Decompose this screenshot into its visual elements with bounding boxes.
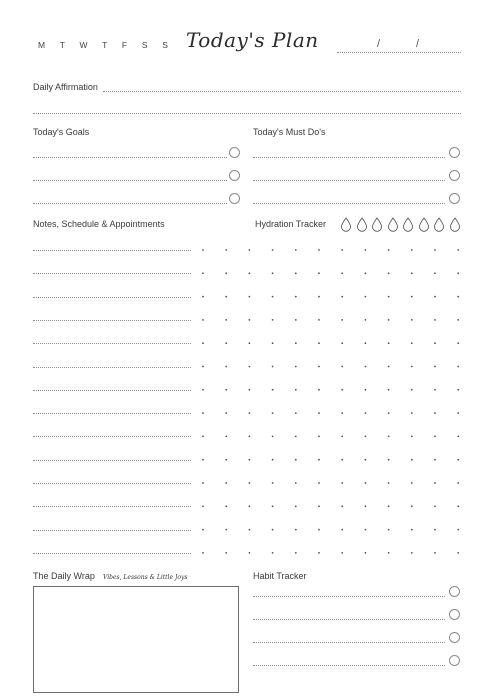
grid-dot bbox=[225, 459, 227, 461]
grid-dot bbox=[295, 342, 297, 344]
grid-dot bbox=[272, 366, 274, 368]
grid-dot bbox=[434, 249, 436, 251]
grid-dot bbox=[202, 389, 204, 391]
grid-dot bbox=[295, 529, 297, 531]
must-do-label: Today's Must Do's bbox=[253, 127, 326, 137]
grid-dot bbox=[434, 342, 436, 344]
grid-dot bbox=[272, 505, 274, 507]
grid-dot bbox=[388, 342, 390, 344]
notes-line[interactable] bbox=[33, 436, 191, 437]
grid-dot bbox=[249, 482, 251, 484]
grid-dot bbox=[341, 412, 343, 414]
grid-dot bbox=[365, 389, 367, 391]
notes-label: Notes, Schedule & Appointments bbox=[33, 219, 165, 229]
grid-dot bbox=[457, 342, 459, 344]
grid-dot bbox=[249, 389, 251, 391]
grid-dot bbox=[318, 459, 320, 461]
grid-dot bbox=[457, 412, 459, 414]
habit-checkbox[interactable] bbox=[449, 609, 460, 620]
grid-dot bbox=[202, 459, 204, 461]
habit-checkbox[interactable] bbox=[449, 655, 460, 666]
grid-dot bbox=[341, 436, 343, 438]
goal-line[interactable] bbox=[33, 180, 227, 181]
grid-dot bbox=[365, 482, 367, 484]
grid-dot bbox=[365, 366, 367, 368]
grid-dot bbox=[272, 529, 274, 531]
notes-line[interactable] bbox=[33, 343, 191, 344]
grid-dot bbox=[249, 459, 251, 461]
grid-dot bbox=[318, 249, 320, 251]
grid-dot bbox=[295, 366, 297, 368]
grid-dot bbox=[225, 412, 227, 414]
grid-dot bbox=[365, 552, 367, 554]
grid-dot bbox=[434, 319, 436, 321]
water-drop-icon[interactable] bbox=[356, 217, 368, 232]
grid-dot bbox=[225, 249, 227, 251]
grid-dot bbox=[341, 389, 343, 391]
grid-dot bbox=[434, 389, 436, 391]
water-drop-icon[interactable] bbox=[387, 217, 399, 232]
grid-dot bbox=[202, 272, 204, 274]
grid-dot bbox=[295, 436, 297, 438]
grid-dot bbox=[341, 342, 343, 344]
grid-dot bbox=[341, 319, 343, 321]
grid-dot bbox=[411, 342, 413, 344]
grid-dot bbox=[434, 296, 436, 298]
grid-dot bbox=[365, 436, 367, 438]
grid-dot bbox=[388, 319, 390, 321]
habit-line[interactable] bbox=[253, 665, 445, 666]
grid-dot bbox=[457, 296, 459, 298]
grid-dot bbox=[434, 272, 436, 274]
grid-dot bbox=[225, 505, 227, 507]
grid-dot bbox=[411, 505, 413, 507]
grid-dot bbox=[388, 272, 390, 274]
habit-line[interactable] bbox=[253, 619, 445, 620]
goal-checkbox[interactable] bbox=[229, 147, 240, 158]
grid-dot bbox=[411, 529, 413, 531]
notes-line[interactable] bbox=[33, 460, 191, 461]
grid-dot bbox=[225, 342, 227, 344]
grid-dot bbox=[341, 552, 343, 554]
grid-dot bbox=[249, 412, 251, 414]
grid-dot bbox=[272, 459, 274, 461]
grid-dot bbox=[457, 249, 459, 251]
grid-dot bbox=[318, 482, 320, 484]
habit-line[interactable] bbox=[253, 642, 445, 643]
grid-dot bbox=[457, 529, 459, 531]
grid-dot bbox=[272, 436, 274, 438]
habit-checkbox[interactable] bbox=[449, 632, 460, 643]
notes-line[interactable] bbox=[33, 390, 191, 391]
grid-dot bbox=[411, 389, 413, 391]
notes-line[interactable] bbox=[33, 483, 191, 484]
grid-dot bbox=[341, 529, 343, 531]
notes-line[interactable] bbox=[33, 273, 191, 274]
notes-line[interactable] bbox=[33, 297, 191, 298]
grid-dot bbox=[388, 296, 390, 298]
grid-dot bbox=[365, 342, 367, 344]
grid-dot bbox=[341, 505, 343, 507]
grid-dot bbox=[249, 342, 251, 344]
grid-dot bbox=[225, 389, 227, 391]
grid-dot bbox=[388, 505, 390, 507]
grid-dot bbox=[202, 319, 204, 321]
grid-dot bbox=[225, 319, 227, 321]
grid-dot bbox=[388, 552, 390, 554]
grid-dot bbox=[388, 529, 390, 531]
goal-line[interactable] bbox=[33, 203, 227, 204]
water-drop-icon[interactable] bbox=[371, 217, 383, 232]
grid-dot bbox=[295, 389, 297, 391]
grid-dot bbox=[225, 366, 227, 368]
weekday-selector[interactable]: M T W T F S S bbox=[38, 40, 175, 50]
grid-dot bbox=[365, 459, 367, 461]
grid-dot bbox=[249, 552, 251, 554]
grid-dot bbox=[411, 412, 413, 414]
grid-dot bbox=[249, 529, 251, 531]
affirmation-label: Daily Affirmation bbox=[33, 82, 98, 92]
grid-dot bbox=[225, 272, 227, 274]
grid-dot bbox=[434, 482, 436, 484]
habit-line[interactable] bbox=[253, 596, 445, 597]
water-drop-icon[interactable] bbox=[433, 217, 445, 232]
date-separator: / bbox=[377, 38, 381, 50]
grid-dot bbox=[249, 272, 251, 274]
grid-dot bbox=[225, 296, 227, 298]
grid-dot bbox=[411, 436, 413, 438]
grid-dot bbox=[295, 249, 297, 251]
grid-dot bbox=[249, 366, 251, 368]
grid-dot bbox=[249, 249, 251, 251]
grid-dot bbox=[295, 482, 297, 484]
hydration-label: Hydration Tracker bbox=[255, 219, 327, 229]
daily-wrap-box[interactable] bbox=[33, 586, 239, 693]
grid-dot bbox=[388, 389, 390, 391]
grid-dot bbox=[318, 505, 320, 507]
grid-dot bbox=[341, 296, 343, 298]
grid-dot bbox=[457, 552, 459, 554]
grid-dot bbox=[318, 296, 320, 298]
grid-dot bbox=[318, 319, 320, 321]
grid-dot bbox=[318, 342, 320, 344]
date-field[interactable] bbox=[337, 52, 461, 53]
grid-dot bbox=[295, 505, 297, 507]
grid-dot bbox=[272, 272, 274, 274]
grid-dot bbox=[434, 529, 436, 531]
grid-dot bbox=[272, 249, 274, 251]
grid-dot bbox=[341, 272, 343, 274]
grid-dot bbox=[388, 412, 390, 414]
habit-checkbox[interactable] bbox=[449, 586, 460, 597]
notes-line[interactable] bbox=[33, 413, 191, 414]
grid-dot bbox=[434, 412, 436, 414]
water-drop-icon[interactable] bbox=[402, 217, 414, 232]
grid-dot bbox=[411, 272, 413, 274]
grid-dot bbox=[202, 249, 204, 251]
grid-dot bbox=[272, 319, 274, 321]
grid-dot bbox=[225, 436, 227, 438]
grid-dot bbox=[249, 436, 251, 438]
affirmation-line[interactable] bbox=[103, 91, 461, 92]
grid-dot bbox=[272, 482, 274, 484]
notes-line[interactable] bbox=[33, 320, 191, 321]
grid-dot bbox=[202, 436, 204, 438]
grid-dot bbox=[202, 482, 204, 484]
grid-dot bbox=[411, 552, 413, 554]
grid-dot bbox=[318, 272, 320, 274]
goals-label: Today's Goals bbox=[33, 127, 90, 137]
grid-dot bbox=[318, 436, 320, 438]
grid-dot bbox=[295, 272, 297, 274]
habit-tracker-label: Habit Tracker bbox=[253, 571, 307, 581]
notes-line[interactable] bbox=[33, 553, 191, 554]
goal-checkbox[interactable] bbox=[229, 193, 240, 204]
grid-dot bbox=[434, 552, 436, 554]
dot-grid[interactable] bbox=[190, 240, 475, 565]
grid-dot bbox=[434, 436, 436, 438]
must-do-line[interactable] bbox=[253, 203, 445, 204]
grid-dot bbox=[295, 296, 297, 298]
page-title: Today's Plan bbox=[186, 28, 319, 52]
grid-dot bbox=[457, 482, 459, 484]
must-do-checkbox[interactable] bbox=[449, 170, 460, 181]
notes-line[interactable] bbox=[33, 367, 191, 368]
goal-line[interactable] bbox=[33, 157, 227, 158]
grid-dot bbox=[434, 459, 436, 461]
grid-dot bbox=[365, 412, 367, 414]
must-do-line[interactable] bbox=[253, 157, 445, 158]
grid-dot bbox=[272, 412, 274, 414]
grid-dot bbox=[365, 529, 367, 531]
grid-dot bbox=[295, 459, 297, 461]
grid-dot bbox=[365, 272, 367, 274]
grid-dot bbox=[411, 459, 413, 461]
affirmation-line[interactable] bbox=[33, 113, 461, 114]
grid-dot bbox=[457, 319, 459, 321]
daily-wrap-label: The Daily Wrap bbox=[33, 571, 95, 581]
grid-dot bbox=[225, 482, 227, 484]
grid-dot bbox=[434, 505, 436, 507]
grid-dot bbox=[249, 505, 251, 507]
grid-dot bbox=[202, 529, 204, 531]
grid-dot bbox=[411, 366, 413, 368]
grid-dot bbox=[411, 319, 413, 321]
grid-dot bbox=[411, 296, 413, 298]
grid-dot bbox=[225, 552, 227, 554]
water-drop-icon[interactable] bbox=[449, 217, 461, 232]
grid-dot bbox=[365, 249, 367, 251]
grid-dot bbox=[388, 459, 390, 461]
grid-dot bbox=[295, 412, 297, 414]
grid-dot bbox=[272, 552, 274, 554]
grid-dot bbox=[202, 552, 204, 554]
grid-dot bbox=[272, 342, 274, 344]
grid-dot bbox=[318, 552, 320, 554]
grid-dot bbox=[388, 436, 390, 438]
must-do-checkbox[interactable] bbox=[449, 147, 460, 158]
water-drop-icon[interactable] bbox=[418, 217, 430, 232]
grid-dot bbox=[341, 366, 343, 368]
grid-dot bbox=[249, 319, 251, 321]
grid-dot bbox=[295, 319, 297, 321]
grid-dot bbox=[318, 366, 320, 368]
grid-dot bbox=[388, 249, 390, 251]
grid-dot bbox=[341, 249, 343, 251]
grid-dot bbox=[365, 319, 367, 321]
grid-dot bbox=[318, 389, 320, 391]
grid-dot bbox=[388, 366, 390, 368]
grid-dot bbox=[457, 272, 459, 274]
grid-dot bbox=[225, 529, 227, 531]
grid-dot bbox=[365, 296, 367, 298]
grid-dot bbox=[457, 389, 459, 391]
grid-dot bbox=[411, 249, 413, 251]
grid-dot bbox=[388, 482, 390, 484]
grid-dot bbox=[318, 529, 320, 531]
grid-dot bbox=[457, 436, 459, 438]
grid-dot bbox=[202, 296, 204, 298]
grid-dot bbox=[202, 342, 204, 344]
grid-dot bbox=[341, 459, 343, 461]
grid-dot bbox=[272, 296, 274, 298]
grid-dot bbox=[202, 366, 204, 368]
grid-dot bbox=[318, 412, 320, 414]
grid-dot bbox=[272, 389, 274, 391]
grid-dot bbox=[365, 505, 367, 507]
notes-line[interactable] bbox=[33, 506, 191, 507]
daily-wrap-tagline: Vibes, Lessons & Little Joys bbox=[103, 574, 188, 581]
date-separator: / bbox=[416, 38, 420, 50]
notes-line[interactable] bbox=[33, 530, 191, 531]
notes-line[interactable] bbox=[33, 250, 191, 251]
grid-dot bbox=[434, 366, 436, 368]
goal-checkbox[interactable] bbox=[229, 170, 240, 181]
water-drop-icon[interactable] bbox=[340, 217, 352, 232]
grid-dot bbox=[249, 296, 251, 298]
grid-dot bbox=[457, 366, 459, 368]
grid-dot bbox=[341, 482, 343, 484]
must-do-line[interactable] bbox=[253, 180, 445, 181]
grid-dot bbox=[411, 482, 413, 484]
grid-dot bbox=[202, 412, 204, 414]
must-do-checkbox[interactable] bbox=[449, 193, 460, 204]
grid-dot bbox=[457, 459, 459, 461]
grid-dot bbox=[202, 505, 204, 507]
grid-dot bbox=[457, 505, 459, 507]
grid-dot bbox=[295, 552, 297, 554]
